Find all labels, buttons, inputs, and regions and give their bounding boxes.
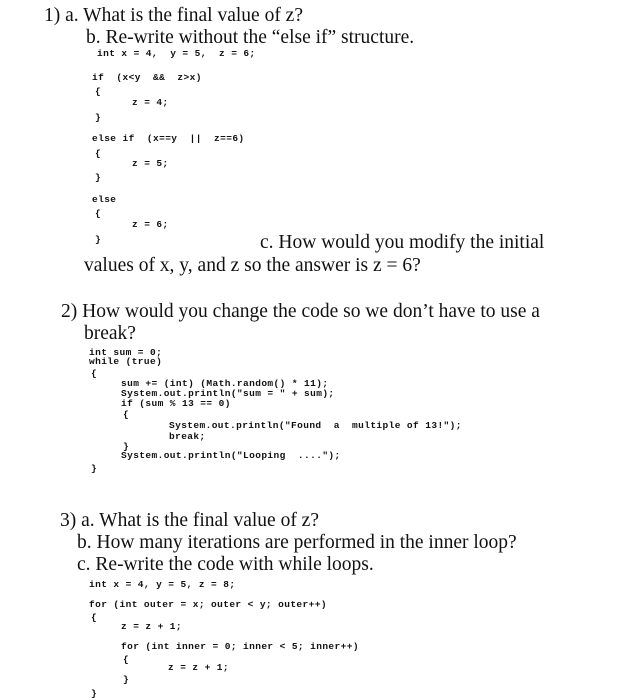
q1-code-elseif: else if (x==y || z==6) bbox=[92, 133, 245, 144]
q2-code-if-open: { bbox=[123, 409, 130, 420]
q1-code-assign3: z = 6; bbox=[132, 219, 169, 230]
q2-code-break: break; bbox=[169, 431, 206, 442]
q2-code-found: System.out.println("Found a multiple of 13!"); bbox=[169, 420, 462, 431]
q1-code-close3: } bbox=[95, 234, 102, 245]
q2-code-if: if (sum % 13 == 0) bbox=[121, 398, 231, 409]
q3-code-decl: int x = 4, y = 5, z = 8; bbox=[89, 579, 236, 590]
q1-code-decl: int x = 4, y = 5, z = 6; bbox=[97, 48, 256, 59]
q2-code-close: } bbox=[91, 463, 98, 474]
q2-code-open: { bbox=[91, 368, 98, 379]
q3-code-close1: } bbox=[91, 688, 98, 699]
q2-code-sum: sum += (int) (Math.random() * 11); bbox=[121, 378, 329, 389]
q1-part-a: 1) a. What is the final value of z? bbox=[44, 5, 303, 26]
q1-code-if: if (x<y && z>x) bbox=[92, 72, 202, 83]
q2-code-looping: System.out.println("Looping ...."); bbox=[121, 450, 341, 461]
q1-code-assign1: z = 4; bbox=[132, 97, 169, 108]
q1-code-close1: } bbox=[95, 112, 102, 123]
q1-code-else: else bbox=[92, 194, 117, 205]
q1-code-open2: { bbox=[95, 148, 102, 159]
q1-part-c-line2: values of x, y, and z so the answer is z = 6? bbox=[84, 255, 421, 276]
q3-code-open2: { bbox=[123, 654, 130, 665]
q3-part-b: b. How many iterations are performed in the inner loop? bbox=[77, 532, 517, 553]
q3-part-a: 3) a. What is the final value of z? bbox=[60, 510, 319, 531]
q3-code-inner-increment: z = z + 1; bbox=[168, 662, 230, 673]
q2-code-print-sum: System.out.println("sum = " + sum); bbox=[121, 388, 335, 399]
q3-code-inner-for: for (int inner = 0; inner < 5; inner++) bbox=[121, 641, 359, 652]
q2-code-if-close: } bbox=[123, 441, 130, 452]
q3-part-c: c. Re-write the code with while loops. bbox=[77, 554, 374, 575]
q1-code-open3: { bbox=[95, 208, 102, 219]
q3-code-outer-for: for (int outer = x; outer < y; outer++) bbox=[89, 599, 327, 610]
q1-code-close2: } bbox=[95, 172, 102, 183]
q2-question-line1: 2) How would you change the code so we don’t have to use a bbox=[61, 301, 540, 322]
q1-part-c-line1: c. How would you modify the initial bbox=[260, 232, 545, 253]
q3-code-open1: { bbox=[91, 612, 98, 623]
q2-question-line2: break? bbox=[84, 323, 136, 344]
q3-code-close2: } bbox=[123, 674, 130, 685]
q2-code-while: while (true) bbox=[89, 356, 163, 367]
q3-code-increment: z = z + 1; bbox=[121, 621, 183, 632]
q1-code-assign2: z = 5; bbox=[132, 158, 169, 169]
q2-code-decl: int sum = 0; bbox=[89, 347, 163, 358]
q1-code-open1: { bbox=[95, 86, 102, 97]
q1-part-b: b. Re-write without the “else if” structure. bbox=[86, 27, 415, 48]
